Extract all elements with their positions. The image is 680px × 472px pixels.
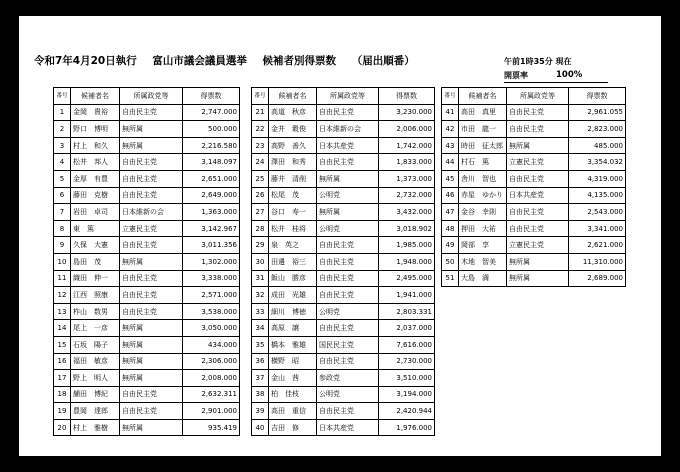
- table-row: [442, 187, 626, 204]
- cell-candidate-name: 金山 茜: [269, 370, 317, 387]
- table-row: [54, 253, 240, 270]
- cell-votes: 3,341.000: [569, 220, 626, 237]
- cell-candidate-name: 田邊 裕三: [269, 253, 317, 270]
- cell-party: 自由民主党: [120, 403, 183, 420]
- cell-votes: 3,230.000: [379, 104, 435, 121]
- table-row: [54, 320, 240, 337]
- table-row: [252, 419, 435, 436]
- election-date: 令和7年4月20日執行: [34, 55, 137, 67]
- cell-candidate-name: 吉田 修: [269, 419, 317, 436]
- cell-number: 18: [54, 386, 71, 403]
- cell-number: 48: [442, 220, 459, 237]
- cell-candidate-name: 大島 満: [459, 270, 507, 287]
- order-note: （届出順番）: [351, 55, 415, 67]
- column-header-votes: 得票数: [569, 88, 626, 105]
- cell-party: 参政党: [317, 370, 379, 387]
- table-row: [54, 419, 240, 436]
- table-row: [252, 137, 435, 154]
- cell-party: 自由民主党: [317, 353, 379, 370]
- cell-number: 44: [442, 154, 459, 171]
- table-row: [442, 154, 626, 171]
- table-row: [54, 170, 240, 187]
- table-header-row: [252, 88, 435, 105]
- cell-party: 自由民主党: [317, 253, 379, 270]
- cell-party: 無所属: [317, 204, 379, 221]
- cell-party: 立憲民主党: [507, 154, 569, 171]
- table-row: [252, 220, 435, 237]
- cell-votes: 3,011.356: [183, 237, 240, 254]
- cell-party: 無所属: [120, 137, 183, 154]
- cell-candidate-name: 尾上 一彦: [71, 320, 120, 337]
- cell-votes: 3,432.000: [379, 204, 435, 221]
- cell-candidate-name: 久保 大憲: [71, 237, 120, 254]
- cell-party: 自由民主党: [120, 170, 183, 187]
- election-name: 富山市議会議員選挙: [152, 55, 247, 67]
- table-row: [54, 137, 240, 154]
- cell-votes: 4,135.000: [569, 187, 626, 204]
- cell-number: 40: [252, 419, 269, 436]
- cell-number: 43: [442, 137, 459, 154]
- cell-number: 28: [252, 220, 269, 237]
- cell-party: 公明党: [317, 303, 379, 320]
- cell-candidate-name: 村石 篤: [459, 154, 507, 171]
- table-row: [252, 104, 435, 121]
- table-row: [442, 204, 626, 221]
- table-row: [54, 187, 240, 204]
- table-row: [252, 353, 435, 370]
- cell-party: 自由民主党: [317, 104, 379, 121]
- results-table-2: [251, 87, 435, 436]
- cell-candidate-name: 藤井 清削: [269, 170, 317, 187]
- cell-candidate-name: 高原 譲: [269, 320, 317, 337]
- cell-party: 自由民主党: [507, 121, 569, 138]
- cell-votes: 485.000: [569, 137, 626, 154]
- cell-number: 19: [54, 403, 71, 420]
- cell-candidate-name: 織田 伸一: [71, 270, 120, 287]
- cell-party: 日本共産党: [317, 419, 379, 436]
- cell-number: 6: [54, 187, 71, 204]
- cell-candidate-name: 村上 和久: [71, 137, 120, 154]
- cell-party: 自由民主党: [120, 303, 183, 320]
- cell-votes: 935.419: [183, 419, 240, 436]
- cell-votes: 3,050.000: [183, 320, 240, 337]
- table-row: [252, 336, 435, 353]
- cell-party: 自由民主党: [317, 403, 379, 420]
- column-header-no: 番号: [442, 88, 459, 105]
- table-row: [54, 287, 240, 304]
- column-header-no: 番号: [54, 88, 71, 105]
- cell-number: 2: [54, 121, 71, 138]
- column-header-name: 候補者名: [269, 88, 317, 105]
- cell-votes: 1,363.000: [183, 204, 240, 221]
- cell-candidate-name: 赤星 ゆかり: [459, 187, 507, 204]
- cell-party: 無所属: [120, 336, 183, 353]
- cell-number: 7: [54, 204, 71, 221]
- cell-number: 37: [252, 370, 269, 387]
- table-row: [252, 303, 435, 320]
- cell-number: 3: [54, 137, 71, 154]
- cell-party: 自由民主党: [120, 270, 183, 287]
- cell-candidate-name: 時田 征太郎: [459, 137, 507, 154]
- cell-candidate-name: 江西 照康: [71, 287, 120, 304]
- cell-candidate-name: 舎川 智也: [459, 170, 507, 187]
- cell-number: 41: [442, 104, 459, 121]
- cell-number: 9: [54, 237, 71, 254]
- table-row: [54, 154, 240, 171]
- cell-votes: 2,216.580: [183, 137, 240, 154]
- cell-number: 38: [252, 386, 269, 403]
- column-header-no: 番号: [252, 88, 269, 105]
- column-header-name: 候補者名: [459, 88, 507, 105]
- table-row: [252, 187, 435, 204]
- table-row: [442, 170, 626, 187]
- cell-party: 無所属: [507, 270, 569, 287]
- cell-votes: 1,302.000: [183, 253, 240, 270]
- cell-party: 自由民主党: [120, 386, 183, 403]
- cell-candidate-name: 金岡 貴裕: [71, 104, 120, 121]
- cell-number: 35: [252, 336, 269, 353]
- cell-votes: 2,747.000: [183, 104, 240, 121]
- cell-number: 13: [54, 303, 71, 320]
- cell-party: 自由民主党: [507, 170, 569, 187]
- table-row: [54, 403, 240, 420]
- cell-number: 5: [54, 170, 71, 187]
- cell-party: 自由民主党: [507, 220, 569, 237]
- cell-party: 自由民主党: [507, 204, 569, 221]
- cell-number: 46: [442, 187, 459, 204]
- cell-votes: 2,803.331: [379, 303, 435, 320]
- cell-candidate-name: 澤田 和秀: [269, 154, 317, 171]
- cell-candidate-name: 橋本 雅雄: [269, 336, 317, 353]
- cell-votes: 2,823.000: [569, 121, 626, 138]
- cell-party: 自由民主党: [317, 287, 379, 304]
- column-header-votes: 得票数: [379, 88, 435, 105]
- table-row: [54, 336, 240, 353]
- cell-number: 31: [252, 270, 269, 287]
- table-header-row: [442, 88, 626, 105]
- cell-candidate-name: 舗田 博紀: [71, 386, 120, 403]
- cell-votes: 2,420.944: [379, 403, 435, 420]
- cell-votes: 2,037.000: [379, 320, 435, 337]
- cell-party: 国民民主党: [317, 336, 379, 353]
- cell-votes: 3,510.000: [379, 370, 435, 387]
- cell-votes: 2,543.000: [569, 204, 626, 221]
- cell-votes: 2,651.000: [183, 170, 240, 187]
- table-row: [442, 104, 626, 121]
- cell-number: 49: [442, 237, 459, 254]
- cell-party: 自由民主党: [120, 154, 183, 171]
- cell-party: 無所属: [317, 170, 379, 187]
- cell-party: 自由民主党: [120, 104, 183, 121]
- table-row: [252, 270, 435, 287]
- cell-votes: 2,495.000: [379, 270, 435, 287]
- cell-party: 自由民主党: [120, 187, 183, 204]
- cell-number: 23: [252, 137, 269, 154]
- cell-number: 17: [54, 370, 71, 387]
- cell-votes: 1,948.000: [379, 253, 435, 270]
- cell-candidate-name: 飯山 勝彦: [269, 270, 317, 287]
- column-header-party: 所属政党等: [120, 88, 183, 105]
- cell-candidate-name: 藤田 克樹: [71, 187, 120, 204]
- counting-rate-label: 開票率: [504, 71, 528, 80]
- cell-party: 無所属: [120, 253, 183, 270]
- cell-number: 27: [252, 204, 269, 221]
- cell-candidate-name: 石坂 陽子: [71, 336, 120, 353]
- cell-votes: 500.000: [183, 121, 240, 138]
- cell-number: 33: [252, 303, 269, 320]
- cell-votes: 1,941.000: [379, 287, 435, 304]
- cell-votes: 2,689.000: [569, 270, 626, 287]
- cell-votes: 1,373.000: [379, 170, 435, 187]
- page-title: [34, 53, 427, 68]
- table-row: [442, 121, 626, 138]
- table-row: [54, 353, 240, 370]
- cell-candidate-name: 成田 光雄: [269, 287, 317, 304]
- cell-number: 1: [54, 104, 71, 121]
- cell-number: 34: [252, 320, 269, 337]
- cell-candidate-name: 福田 敏彦: [71, 353, 120, 370]
- cell-candidate-name: 松井 桂将: [269, 220, 317, 237]
- cell-candidate-name: 高田 重信: [269, 403, 317, 420]
- counting-rate-value: 100%: [556, 70, 583, 80]
- column-header-party: 所属政党等: [507, 88, 569, 105]
- cell-number: 30: [252, 253, 269, 270]
- column-header-name: 候補者名: [71, 88, 120, 105]
- cell-party: 公明党: [317, 220, 379, 237]
- cell-number: 29: [252, 237, 269, 254]
- table-row: [252, 170, 435, 187]
- results-table-1: [53, 87, 240, 436]
- cell-party: 日本共産党: [317, 137, 379, 154]
- cell-votes: 2,961.055: [569, 104, 626, 121]
- cell-party: 自由民主党: [507, 104, 569, 121]
- table-row: [54, 220, 240, 237]
- table-row: [252, 287, 435, 304]
- cell-candidate-name: 押田 大祐: [459, 220, 507, 237]
- cell-number: 11: [54, 270, 71, 287]
- cell-votes: 434.000: [183, 336, 240, 353]
- cell-number: 24: [252, 154, 269, 171]
- cell-number: 36: [252, 353, 269, 370]
- cell-votes: 3,148.097: [183, 154, 240, 171]
- table-row: [54, 270, 240, 287]
- cell-number: 21: [252, 104, 269, 121]
- cell-candidate-name: 豊岡 達郎: [71, 403, 120, 420]
- table-row: [54, 204, 240, 221]
- cell-candidate-name: 金井 穀俊: [269, 121, 317, 138]
- column-header-party: 所属政党等: [317, 88, 379, 105]
- cell-party: 自由民主党: [120, 287, 183, 304]
- table-row: [54, 104, 240, 121]
- cell-number: 16: [54, 353, 71, 370]
- cell-number: 51: [442, 270, 459, 287]
- cell-votes: 2,732.000: [379, 187, 435, 204]
- cell-party: 自由民主党: [317, 270, 379, 287]
- cell-number: 4: [54, 154, 71, 171]
- cell-number: 8: [54, 220, 71, 237]
- cell-votes: 2,306.000: [183, 353, 240, 370]
- cell-votes: 3,354.032: [569, 154, 626, 171]
- cell-candidate-name: 横野 昭: [269, 353, 317, 370]
- cell-votes: 1,833.000: [379, 154, 435, 171]
- cell-candidate-name: 柏 佳枝: [269, 386, 317, 403]
- cell-candidate-name: 松尾 茂: [269, 187, 317, 204]
- cell-candidate-name: 木地 智美: [459, 253, 507, 270]
- cell-votes: 3,538.000: [183, 303, 240, 320]
- cell-candidate-name: 岩田 卓司: [71, 204, 120, 221]
- cell-votes: 2,006.000: [379, 121, 435, 138]
- cell-candidate-name: 松井 邦人: [71, 154, 120, 171]
- cell-candidate-name: 高田 真里: [459, 104, 507, 121]
- cell-number: 20: [54, 419, 71, 436]
- cell-votes: 1,985.000: [379, 237, 435, 254]
- table-row: [252, 204, 435, 221]
- cell-candidate-name: 細川 博徳: [269, 303, 317, 320]
- cell-party: 立憲民主党: [507, 237, 569, 254]
- cell-votes: 2,632.311: [183, 386, 240, 403]
- cell-votes: 4,319.000: [569, 170, 626, 187]
- cell-votes: 2,008.000: [183, 370, 240, 387]
- cell-votes: 2,730.000: [379, 353, 435, 370]
- cell-votes: 2,901.000: [183, 403, 240, 420]
- cell-number: 32: [252, 287, 269, 304]
- cell-party: 日本維新の会: [317, 121, 379, 138]
- cell-number: 47: [442, 204, 459, 221]
- cell-candidate-name: 村上 雅樹: [71, 419, 120, 436]
- cell-party: 日本維新の会: [120, 204, 183, 221]
- cell-candidate-name: 高野 善久: [269, 137, 317, 154]
- cell-party: 無所属: [120, 419, 183, 436]
- cell-party: 自由民主党: [317, 154, 379, 171]
- cell-number: 10: [54, 253, 71, 270]
- table-row: [54, 370, 240, 387]
- cell-votes: 2,649.000: [183, 187, 240, 204]
- cell-number: 14: [54, 320, 71, 337]
- cell-party: 立憲民主党: [120, 220, 183, 237]
- cell-number: 45: [442, 170, 459, 187]
- table-row: [252, 154, 435, 171]
- table-row: [252, 253, 435, 270]
- table-row: [54, 386, 240, 403]
- cell-number: 15: [54, 336, 71, 353]
- counting-rate: [504, 70, 608, 83]
- cell-candidate-name: 岡部 享: [459, 237, 507, 254]
- cell-candidate-name: 東 篤: [71, 220, 120, 237]
- cell-number: 42: [442, 121, 459, 138]
- cell-votes: 3,018.902: [379, 220, 435, 237]
- table-row: [252, 370, 435, 387]
- results-table-3: [441, 87, 626, 287]
- cell-party: 無所属: [120, 353, 183, 370]
- cell-party: 公明党: [317, 386, 379, 403]
- cell-party: 日本共産党: [507, 187, 569, 204]
- cell-votes: 7,616.000: [379, 336, 435, 353]
- table-row: [442, 253, 626, 270]
- cell-votes: 3,338.000: [183, 270, 240, 287]
- table-row: [442, 220, 626, 237]
- table-row: [442, 137, 626, 154]
- cell-number: 26: [252, 187, 269, 204]
- cell-candidate-name: 金谷 幸則: [459, 204, 507, 221]
- cell-candidate-name: 島田 茂: [71, 253, 120, 270]
- report-time: 午前1時35分 現在: [504, 57, 572, 66]
- column-header-votes: 得票数: [183, 88, 240, 105]
- table-row: [54, 121, 240, 138]
- cell-votes: 3,194.000: [379, 386, 435, 403]
- cell-party: 無所属: [120, 370, 183, 387]
- table-row: [252, 237, 435, 254]
- cell-party: 無所属: [507, 137, 569, 154]
- cell-number: 25: [252, 170, 269, 187]
- cell-candidate-name: 泉 英之: [269, 237, 317, 254]
- table-header-row: [54, 88, 240, 105]
- cell-party: 公明党: [317, 187, 379, 204]
- cell-number: 39: [252, 403, 269, 420]
- cell-party: 自由民主党: [317, 237, 379, 254]
- cell-party: 無所属: [120, 121, 183, 138]
- report-name: 候補者別得票数: [262, 55, 337, 67]
- cell-party: 無所属: [120, 320, 183, 337]
- cell-candidate-name: 高道 秋彦: [269, 104, 317, 121]
- cell-candidate-name: 金厚 有豊: [71, 170, 120, 187]
- cell-votes: 2,571.000: [183, 287, 240, 304]
- cell-candidate-name: 柞山 数男: [71, 303, 120, 320]
- cell-candidate-name: 野上 明人: [71, 370, 120, 387]
- cell-votes: 2,621.000: [569, 237, 626, 254]
- cell-party: 無所属: [507, 253, 569, 270]
- cell-votes: 3,142.967: [183, 220, 240, 237]
- cell-votes: 1,976.000: [379, 419, 435, 436]
- cell-candidate-name: 市田 龍一: [459, 121, 507, 138]
- cell-party: 自由民主党: [317, 320, 379, 337]
- cell-number: 50: [442, 253, 459, 270]
- cell-candidate-name: 谷口 寿一: [269, 204, 317, 221]
- cell-number: 12: [54, 287, 71, 304]
- table-row: [54, 237, 240, 254]
- table-row: [252, 386, 435, 403]
- table-row: [252, 320, 435, 337]
- table-row: [252, 403, 435, 420]
- table-row: [442, 237, 626, 254]
- cell-votes: 1,742.000: [379, 137, 435, 154]
- cell-votes: 11,310.000: [569, 253, 626, 270]
- table-row: [252, 121, 435, 138]
- table-row: [54, 303, 240, 320]
- cell-candidate-name: 野口 博明: [71, 121, 120, 138]
- cell-party: 自由民主党: [120, 237, 183, 254]
- cell-number: 22: [252, 121, 269, 138]
- table-row: [442, 270, 626, 287]
